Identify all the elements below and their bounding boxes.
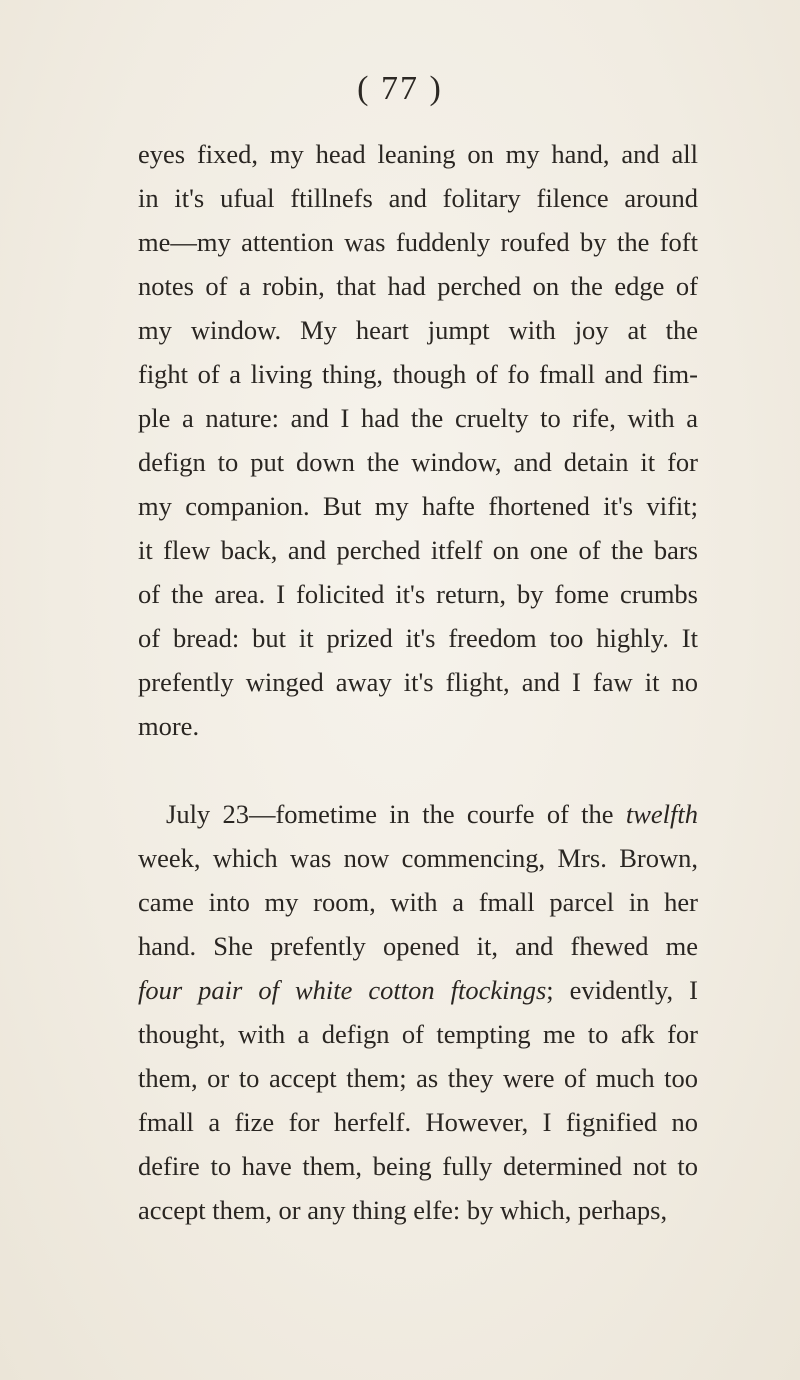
text-line [138, 1100, 698, 1144]
text-line [138, 968, 698, 1012]
text-run: notes of a robin, that had perched on the edge of [138, 271, 698, 301]
page-number: ( 77 ) [357, 70, 443, 107]
text-line [138, 1188, 698, 1232]
text-run: week, which was now commencing, Mrs. Brown, [138, 843, 698, 873]
text-run: July 23—fometime in the courfe of the [166, 799, 626, 829]
paragraph [138, 132, 698, 748]
text-run: hand. She prefently opened it, and fhewed me [138, 931, 698, 961]
text-run: of the area. I folicited it's return, by fome crumbs [138, 579, 698, 609]
text-line [138, 352, 698, 396]
body-text [138, 132, 698, 1232]
text-line [138, 924, 698, 968]
text-run: more. [138, 711, 200, 741]
text-run: of bread: but it prized it's freedom too highly. It [138, 623, 698, 653]
text-line [138, 264, 698, 308]
text-line [138, 616, 698, 660]
text-run: ; evidently, I [546, 975, 698, 1005]
text-line [138, 220, 698, 264]
text-line [138, 1056, 698, 1100]
text-run: eyes fixed, my head leaning on my hand, and all [138, 139, 698, 169]
text-line [138, 396, 698, 440]
italic-text: four pair of white cotton ftockings [138, 975, 547, 1005]
italic-text: twelfth [625, 799, 698, 829]
text-line [138, 1012, 698, 1056]
text-run: my window. My heart jumpt with joy at the [138, 315, 698, 345]
text-run: them, or to accept them; as they were of much too [138, 1063, 698, 1093]
text-line [138, 308, 698, 352]
text-run: prefently winged away it's flight, and I faw it no [138, 667, 698, 697]
text-line [138, 528, 698, 572]
text-run: thought, with a defign of tempting me to afk for [138, 1019, 698, 1049]
text-line [138, 484, 698, 528]
text-line [138, 572, 698, 616]
text-run: fmall a fize for herfelf. However, I fignified no [138, 1107, 698, 1137]
text-run: it flew back, and perched itfelf on one of the bars [138, 535, 698, 565]
text-run: ple a nature: and I had the cruelty to rife, with a [138, 403, 698, 433]
text-line [138, 132, 698, 176]
text-run: in it's ufual ftillnefs and folitary filence around [138, 183, 698, 213]
text-run: me—my attention was fuddenly roufed by the foft [138, 227, 698, 257]
text-line [138, 176, 698, 220]
text-run: defire to have them, being fully determined not to [138, 1151, 698, 1181]
paragraph-gap [138, 748, 698, 792]
text-line [138, 792, 698, 836]
text-line [138, 440, 698, 484]
text-run: defign to put down the window, and detain it for [138, 447, 698, 477]
paragraph [138, 792, 698, 1232]
text-line [138, 1144, 698, 1188]
text-run: fight of a living thing, though of fo fmall and fim- [138, 359, 698, 389]
text-line [138, 704, 698, 748]
text-run: my companion. But my hafte fhortened it's vifit; [138, 491, 698, 521]
text-run: accept them, or any thing elfe: by which, perhaps, [138, 1195, 668, 1225]
text-run: came into my room, with a fmall parcel in her [138, 887, 698, 917]
text-line [138, 660, 698, 704]
text-line [138, 836, 698, 880]
text-line [138, 880, 698, 924]
